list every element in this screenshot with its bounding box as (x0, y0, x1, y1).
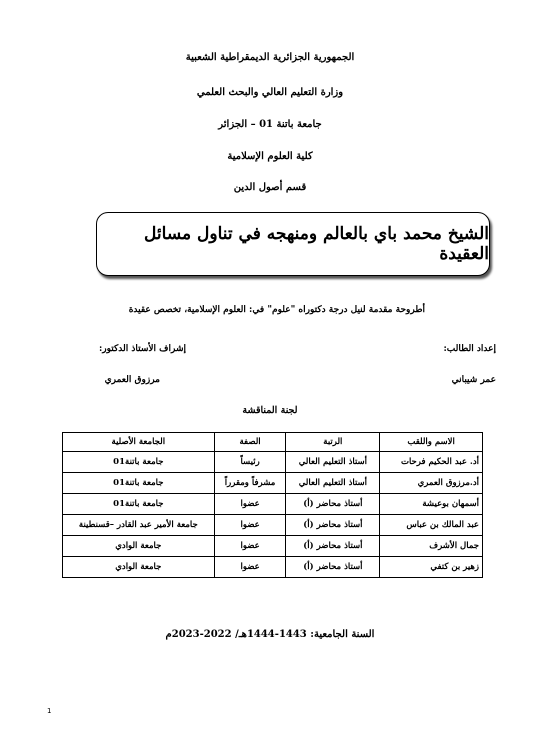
header-rank: الرتبة (286, 433, 380, 452)
member-rank: أستاذ التعليم العالي (286, 473, 380, 494)
table-row (63, 515, 483, 536)
member-university: جامعة الوادي (63, 557, 215, 578)
table-row (63, 473, 483, 494)
header-name: الاسم واللقب (380, 433, 483, 452)
academic-year: السنة الجامعية: 1443-1444هـ/ 2022-2023م (165, 629, 375, 640)
student-name: عمر شيباني (451, 375, 496, 385)
member-university: جامعة باتنة01 (63, 452, 215, 473)
member-name: جمال الأشرف (380, 536, 483, 557)
table-row (63, 557, 483, 578)
member-role: عضوا (214, 557, 286, 578)
committee-table (62, 432, 483, 578)
member-university: جامعة الأمير عبد القادر –قسنطينة (63, 515, 215, 536)
member-name: أسمهان بوعيشة (380, 494, 483, 515)
member-rank: أستاذ محاضر (أ) (286, 536, 380, 557)
department-name: قسم أصول الدين (233, 182, 307, 193)
member-name: أد.مرزوق العمري (380, 473, 483, 494)
supervisor-label: إشراف الأستاذ الدكتور: (98, 344, 186, 354)
page-number: 1 (47, 707, 52, 715)
header-university: الجامعة الأصلية (63, 433, 215, 452)
table-row (63, 494, 483, 515)
table-row (63, 452, 483, 473)
member-role: عضوا (214, 515, 286, 536)
supervisor-name: مرزوق العمري (104, 375, 160, 385)
table-row (63, 536, 483, 557)
thesis-title-box (96, 212, 490, 276)
thesis-info: أطروحة مقدمة لنيل درجة دكتوراه "علوم" في: العلوم الإسلامية، تخصص عقيدة (128, 305, 425, 315)
member-name: عبد المالك بن عباس (380, 515, 483, 536)
member-rank: أستاذ محاضر (أ) (286, 494, 380, 515)
member-name: زهير بن كتفي (380, 557, 483, 578)
member-university: جامعة باتنة01 (63, 494, 215, 515)
member-university: جامعة باتنة01 (63, 473, 215, 494)
header-role: الصفة (214, 433, 286, 452)
university-name: جامعة باتنة 01 – الجزائر (218, 119, 322, 130)
member-role: عضوا (214, 536, 286, 557)
committee-header-row (63, 433, 483, 452)
faculty-name: كلية العلوم الإسلامية (227, 151, 313, 162)
member-role: عضوا (214, 494, 286, 515)
member-rank: أستاذ محاضر (أ) (286, 515, 380, 536)
republic-name: الجمهورية الجزائرية الديمقراطية الشعبية (185, 52, 355, 63)
member-role: مشرفاً ومقرراً (214, 473, 286, 494)
ministry-name: وزارة التعليم العالي والبحث العلمي (196, 87, 344, 98)
student-label: إعداد الطالب: (443, 344, 496, 354)
member-rank: أستاذ التعليم العالي (286, 452, 380, 473)
member-role: رئيساً (214, 452, 286, 473)
member-rank: أستاذ محاضر (أ) (286, 557, 380, 578)
committee-title: لجنة المناقشة (242, 405, 298, 416)
member-name: أد. عبد الحكيم فرحات (380, 452, 483, 473)
member-university: جامعة الوادي (63, 536, 215, 557)
thesis-title: الشيخ محمد باي بالعالم ومنهجه في تناول مسائل العقيدة (144, 224, 489, 264)
